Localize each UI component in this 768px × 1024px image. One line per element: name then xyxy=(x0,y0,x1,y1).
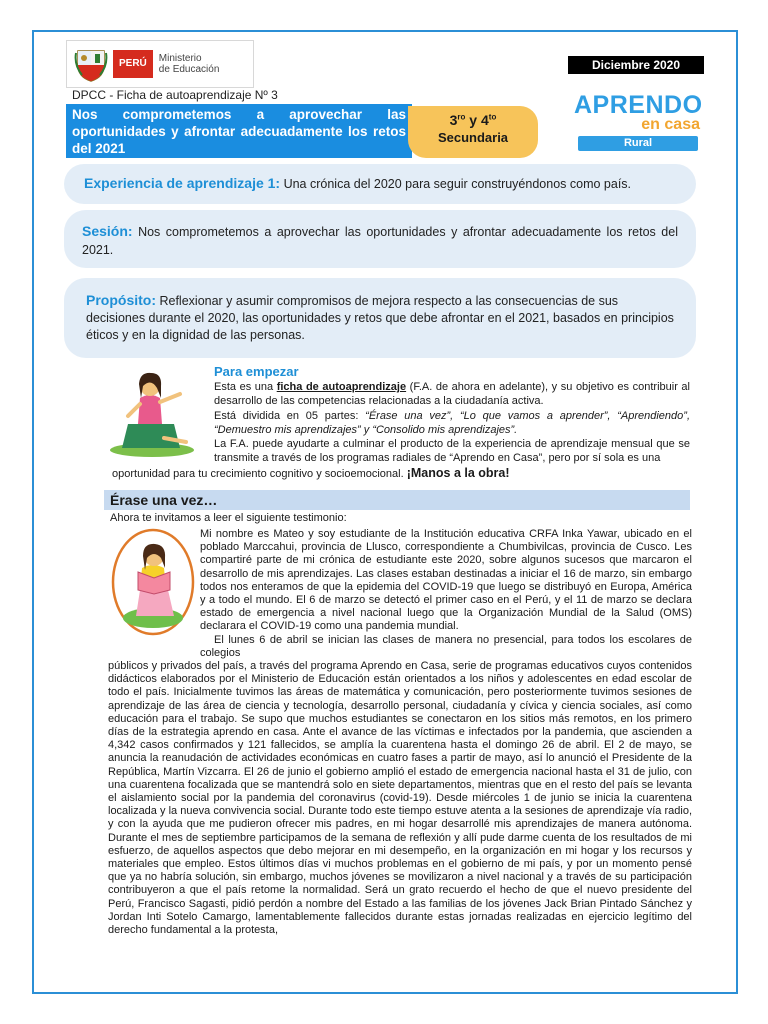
ministry-line-2: de Educación xyxy=(158,64,220,75)
grade-a: 3 xyxy=(449,112,458,128)
experience-label: Experiencia de aprendizaje 1: xyxy=(84,175,281,191)
intro-paragraph-3-cont xyxy=(112,466,690,481)
level-label: Secundaria xyxy=(437,130,509,145)
experience-box xyxy=(64,164,696,204)
testimony-paragraph-2-start: El lunes 6 de abril se inician las clases de manera no presencial, para todos los escolares de colegios xyxy=(200,633,692,659)
intro-p1-link: ficha de autoaprendizaje xyxy=(276,381,407,393)
intro-paragraph-2 xyxy=(214,409,690,438)
section-heading: Érase una vez… xyxy=(104,490,690,510)
purpose-box xyxy=(64,278,696,358)
testimony-paragraph-1: Mi nombre es Mateo y soy estudiante de la Institución educativa CRFA Inka Yawar, ubicado en el poblado Marccahui, provincia de Llusco, correspondiente a Chumbivilcas, provincia de Cusco. Les compartiré parte de mi crónica de estudiante este 2020, sobre algunos sucesos que marcaron el desarrollo de mis aprendizajes. Las clases estaban destinadas a iniciar el 16 de marzo, sin embargo todos nos enteramos de que la epidemia del COVID-19 que luego se distribuyó en Europa, América y a todo el mundo. El 6 de marzo se detectó el primer caso en el Perú, y el 11 de marzo se declara estado de emergencia a nivel nacional luego que la Organización Mundial de la Salud (OMS) declarara el COVID-19 como una pandemia mundial. xyxy=(200,528,692,633)
purpose-label: Propósito: xyxy=(86,292,156,308)
minedu-logo xyxy=(66,40,254,88)
intro-p2-a: Está dividida en 05 partes: xyxy=(214,409,366,422)
ministry-line-1: Ministerio xyxy=(158,53,202,64)
grade-b: 4 xyxy=(481,112,489,128)
brand-line-3: Rural xyxy=(578,136,698,151)
session-label: Sesión: xyxy=(82,223,133,239)
grade-line xyxy=(408,112,538,128)
intro-title: Para empezar xyxy=(214,364,299,379)
testimony-paragraph-2: públicos y privados del país, a través del programa Aprendo en Casa, serie de programas educativos cuyos contenidos didácticos elaborados por el Ministerio de Educación están orientados a los niños y adolescentes en edad escolar de todo el país. Inicialmente tuvimos las áreas de matemática y comunicación, pero posteriormente tuvimos sesiones de aprendizaje de las área de ciencia y tecnología, desarrollo personal, ciudadanía y cívica y ciencia sociales, así como educación para el trabajo. Se supo que muchos estudiantes se conectaron en los sitios más remotos, en los primero días de la estrategia aprendo en casa. Ante el avance de las víctimas e infectados por la pandemia, que ascienden a 4,342 casos confirmados y 121 fallecidos, se amplía la cuarentena hasta el domingo 26 de abril. El 2 de mayo, se anuncia la reanudación de actividades económicas en cuatro fases a partir de mayo, así lo anunció el Presidente de la República, Martín Vizcarra. El 26 de junio el gobierno amplió el estado de emergencia nacional hasta el 31 de julio, con una cuarentena focalizada que se mantendrá solo en siete departamentos, mientras que en el resto del país se levanta el aislamiento social por la pandemia del coronavirus (covid-19). Desde miércoles 1 de junio se inicia la cuarentena localizada y la nueva convivencia social. Durante todo este tiempo estuve atenta a la sesiones de aprendizaje vía radio, y con la ayuda que me pudieron ofrecer mis padres, en mi hogar desarrollé mis aprendizajes de manera autónoma. Durante el mes de septiembre participamos de la semana de reflexión y allí pude darme cuenta de los resultados de mi esfuerzo, de aquellos aspectos que debo mejorar en mi desempeño, en la organización en mi hogar y los recursos y materiales que empleo. Estos últimos días vi muchos problemas en el gobierno de mi país, y por un momento pensé que ya no habría solución, sin embargo, muchos jóvenes se movilizaron a nivel nacional y a través de su participación contribuyeron a que el país retome la normalidad. Será un grato recuerdo el hecho de que el nuevo presidente del Perú, Francisco Sagasti, pidió perdón a nombre del Estado a las familias de los jóvenes Jack Brian Pintado Sánchez y Jordan Inti Sotelo Camargo, lamentablemente fallecidos durante estas jornadas realizadas en ejercicio legítimo del derecho fundamental a la protesta, xyxy=(108,660,692,937)
intro-p1-a: Esta es una xyxy=(214,381,277,393)
girl-reading-illustration xyxy=(110,528,196,636)
page-title: Nos comprometemos a aprovechar las oportunidades y afrontar adecuadamente los retos del 2021 xyxy=(66,104,412,158)
grade-and: y xyxy=(465,112,481,128)
testimony-text xyxy=(108,528,692,937)
brand-line-2: en casa xyxy=(641,116,700,133)
date-badge: Diciembre 2020 xyxy=(568,56,704,74)
grade-b-sup: to xyxy=(488,112,497,122)
intro-paragraph-1 xyxy=(214,380,690,409)
intro-p1-b: (F.A. de ahora en adelante), y su objetivo es contribuir al desarrollo de las competencias relacionadas a la ciudadanía activa. xyxy=(214,381,690,408)
intro-p2-parts: “Érase una vez”, “Lo que vamos a aprender”, “Aprendiendo”, “Demuestro mis aprendizajes” y “Consolido mis aprendizajes”. xyxy=(214,409,690,436)
grade-a-sup: ro xyxy=(457,112,466,122)
session-text: Nos comprometemos a aprovechar las oportunidades y afrontar adecuadamente los retos del 2021. xyxy=(82,225,678,257)
intro-p3-end: ¡Manos a la obra! xyxy=(406,465,510,480)
aprendo-en-casa-logo xyxy=(574,92,702,156)
experience-text: Una crónica del 2020 para seguir construyéndonos como país. xyxy=(283,177,632,191)
intro-p3-cont: oportunidad para tu crecimiento cognitivo y socioemocional. xyxy=(112,467,407,480)
country-badge: PERÚ xyxy=(113,50,153,78)
coat-of-arms-icon xyxy=(71,44,111,84)
intro-paragraph-3: La F.A. puede ayudarte a culminar el producto de la experiencia de aprendizaje mensual que se transmite a través de los programas radiales de “Aprendo en Casa”, pero por sí sola es una xyxy=(214,438,690,465)
sheet-label: DPCC - Ficha de autoaprendizaje Nº 3 xyxy=(72,88,278,102)
section-invite: Ahora te invitamos a leer el siguiente testimonio: xyxy=(110,512,347,524)
grade-badge xyxy=(408,106,538,158)
intro-text xyxy=(112,380,690,481)
purpose-text: Reflexionar y asumir compromisos de mejora respecto a las consecuencias de sus decisiones durante el 2020, las oportunidades y retos que debe afrontar en el 2021, basados en principios éticos y en la dignidad de las personas. xyxy=(86,294,674,342)
ministry-name xyxy=(159,53,220,75)
girl-sitting-illustration xyxy=(104,364,196,458)
session-box xyxy=(64,210,696,268)
brand-line-1: APRENDO xyxy=(574,91,703,119)
